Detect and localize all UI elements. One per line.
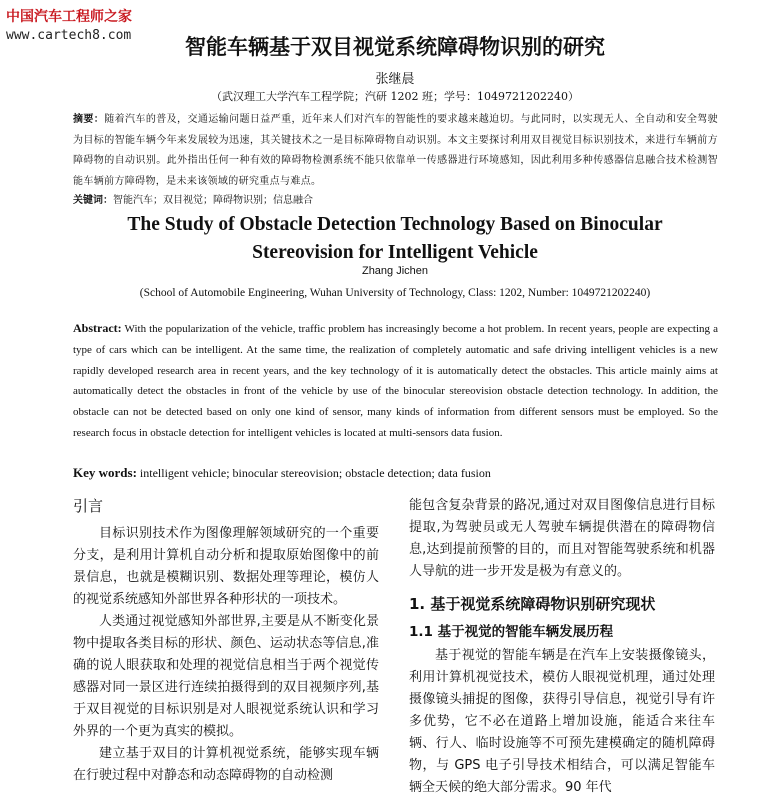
abstract-en: [73, 318, 718, 444]
keywords-cn-text: 智能汽车；双目视觉；障碍物识别；信息融合: [113, 195, 313, 206]
intro-paragraph-3: 建立基于双目的计算机视觉系统，能够实现车辆在行驶过程中对静态和动态障碍物的自动检测: [73, 746, 379, 783]
section-1-1-heading: 1.1 基于视觉的智能车辆发展历程: [409, 624, 614, 640]
keywords-cn: [73, 191, 718, 211]
paper-title-en-line2: Stereovision for Intelligent Vehicle: [252, 242, 538, 263]
abstract-cn: [73, 110, 718, 192]
body-right-column: [409, 495, 715, 799]
keywords-en-text: intelligent vehicle; binocular stereovision; obstacle detection; data fusion: [139, 466, 491, 480]
intro-paragraph-1: 目标识别技术作为图像理解领域研究的一个重要分支，是利用计算机自动分析和提取原始图像中的前景信息，也就是模糊识别、数据处理等理论，模仿人的视觉系统感知外部世界各种形状的一项技术。: [73, 526, 379, 607]
body-left-column: [73, 495, 379, 787]
keywords-cn-label: 关键词：: [73, 195, 113, 206]
paper-title-cn: 智能车辆基于双目视觉系统障碍物识别的研究: [185, 35, 605, 59]
paper-title-en: [70, 211, 720, 267]
affiliation-en: (School of Automobile Engineering, Wuhan University of Technology, Class: 1202, Number: 1049721202240): [139, 287, 651, 299]
intro-paragraph-2: 人类通过视觉感知外部世界,主要是从不断变化景物中提取各类目标的形状、颜色、运动状态等信息,准确的说人眼获取和处理的视觉信息相当于两个视觉传感器对同一景区进行连续拍摄得到的双目视频序列,基于双目视觉的目标识别是对人眼视觉系统认识和学习外界的一个更为真实的模拟。: [73, 614, 379, 739]
author-cn: 张继晨: [375, 72, 415, 87]
right-paragraph-1: 能包含复杂背景的路况,通过对双目图像信息进行目标提取,为驾驶员或无人驾驶车辆提供潜在的障碍物信息,达到提前预警的目的，而且对智能驾驶系统和机器人导航的进一步开发是极为有意义的。: [409, 498, 715, 579]
abstract-en-text: With the popularization of the vehicle, traffic problem has increasingly become a hot problem. In recent years, people are expecting a type of cars which can be intelligent. At the same time, the realization of completely automatic and safe driving intelligent vehicles is a new rapidly developed research area in recent years, and the key technology of it is automatically detect the obstacles. This article mainly aims at automatically detect the obstacles in front of the vehicle by use of the binocular stereovision obstacle detection technology. In addition, the obstacle can not be detected based on only one kind of sensor, many kinds of information from different sensors must be employed. So the research focus in obstacle detection for intelligent vehicles is located at multi-sensors data fusion.: [73, 323, 718, 439]
abstract-en-label: Abstract:: [73, 321, 122, 335]
affiliation-cn: （武汉理工大学汽车工程学院；汽研 1202 班；学号：1049721202240）: [211, 90, 579, 103]
section-1-1-paragraph-1: 基于视觉的智能车辆是在汽车上安装摄像镜头，利用计算机视觉技术，模仿人眼视觉机理，通过处理摄像镜头捕捉的图像，获得引导信息，视觉引导有许多优势，它不必在道路上增加设施，能适合来往车辆、行人、临时设施等不可预先建模确定的随机障碍物，与 GPS 电子引导技术相结合，可以满足智能车辆全天候的绝大部分需求。90 年代: [409, 648, 715, 795]
paper-title-en-line1: The Study of Obstacle Detection Technology Based on Binocular: [127, 214, 663, 235]
site-url: www.cartech8.com: [6, 28, 132, 43]
keywords-en: [73, 463, 718, 483]
keywords-en-label: Key words:: [73, 465, 137, 480]
intro-heading: 引言: [73, 497, 104, 515]
abstract-cn-text: 随着汽车的普及，交通运输问题日益严重，近年来人们对汽车的智能性的要求越来越迫切。与此同时，以实现无人、全自动和安全驾驶为目标的智能车辆今年来发展较为迅速，其关键技术之一是目标障碍物自动识别。本文主要探讨利用双目视觉目标识别技术，来进行车辆前方障碍物的自动识别。此外指出任何一种有效的障碍物检测系统不能只依靠单一传感器进行环境感知，因此利用多种传感器信息融合技术检测智能车辆前方障碍物，是未来该领域的研究重点与难点。: [73, 114, 718, 187]
abstract-cn-label: 摘要：: [73, 114, 105, 125]
author-en: Zhang Jichen: [361, 265, 429, 277]
site-logo-text: 中国汽车工程师之家: [6, 9, 132, 25]
section-1-heading: 1. 基于视觉系统障碍物识别研究现状: [409, 595, 656, 613]
